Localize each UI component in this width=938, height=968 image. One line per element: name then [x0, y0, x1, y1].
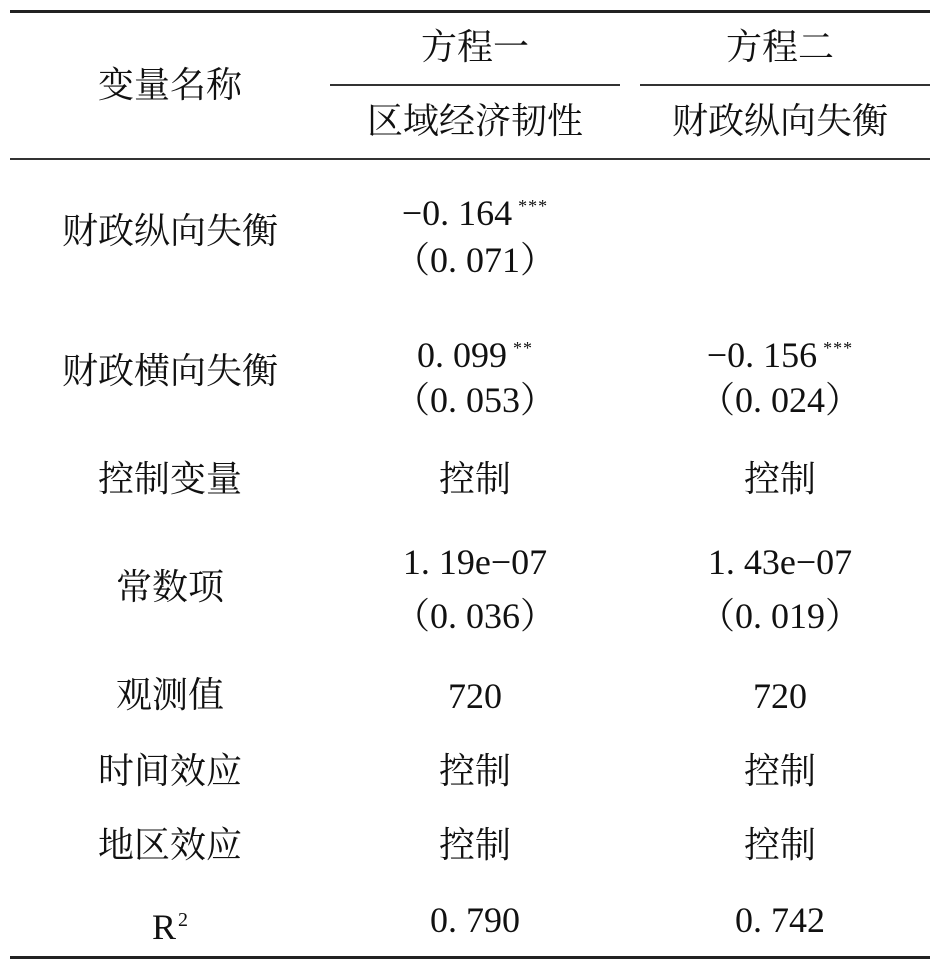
header-bottom-rule: [10, 158, 930, 160]
se-horizontal-eq1: （0. 053）: [393, 380, 556, 420]
obs-eq1: 720: [448, 676, 502, 716]
coef-horizontal-eq1: [330, 328, 620, 375]
header-subrule-eq1: [330, 84, 620, 86]
coef-value: −0. 156: [706, 335, 818, 375]
se-vertical-eq1: （0. 071）: [393, 240, 556, 280]
region-effects-eq2: 控制: [743, 825, 816, 866]
r-label: R: [151, 907, 176, 947]
row-label-observations: 观测值: [115, 675, 224, 716]
r-squared-eq2: 0. 742: [735, 900, 825, 940]
significance-stars: ***: [518, 196, 549, 216]
coef-constant-eq2: 1. 43e−07: [707, 542, 853, 582]
coef-value: −0. 164: [401, 193, 513, 233]
time-effects-eq2: 控制: [743, 751, 816, 792]
time-effects-eq1: 控制: [438, 751, 511, 792]
row-label-region-effects: 地区效应: [97, 825, 242, 866]
significance-stars: ***: [823, 338, 854, 358]
header-dependent-eq2: 财政纵向失衡: [671, 101, 888, 142]
se-constant-eq1: （0. 036）: [393, 596, 556, 636]
top-rule: [10, 10, 930, 13]
header-equation-1: 方程一: [420, 27, 529, 68]
se-constant-eq2: （0. 019）: [698, 596, 861, 636]
obs-eq2: 720: [753, 676, 807, 716]
row-label-horizontal-imbalance: 财政横向失衡: [61, 351, 278, 392]
coef-horizontal-eq2: [630, 328, 930, 375]
header-variable-name: 变量名称: [97, 65, 242, 106]
significance-stars: **: [513, 338, 533, 358]
region-effects-eq1: 控制: [438, 825, 511, 866]
header-subrule-eq2: [640, 84, 930, 86]
header-dependent-eq1: 区域经济韧性: [366, 101, 583, 142]
coef-value: 0. 099: [417, 335, 507, 375]
row-label-controls: 控制变量: [97, 459, 242, 500]
se-horizontal-eq2: （0. 024）: [698, 380, 861, 420]
row-label-time-effects: 时间效应: [97, 751, 242, 792]
controls-eq2: 控制: [743, 459, 816, 500]
coef-vertical-eq1: [330, 186, 620, 233]
header-equation-2: 方程二: [725, 27, 834, 68]
r-squared-eq1: 0. 790: [430, 900, 520, 940]
controls-eq1: 控制: [438, 459, 511, 500]
r-superscript: 2: [178, 909, 188, 931]
row-label-vertical-imbalance: 财政纵向失衡: [61, 211, 278, 252]
bottom-rule: [10, 956, 930, 959]
row-label-r-squared: [10, 900, 330, 947]
row-label-constant: 常数项: [115, 567, 224, 608]
coef-constant-eq1: 1. 19e−07: [402, 542, 548, 582]
